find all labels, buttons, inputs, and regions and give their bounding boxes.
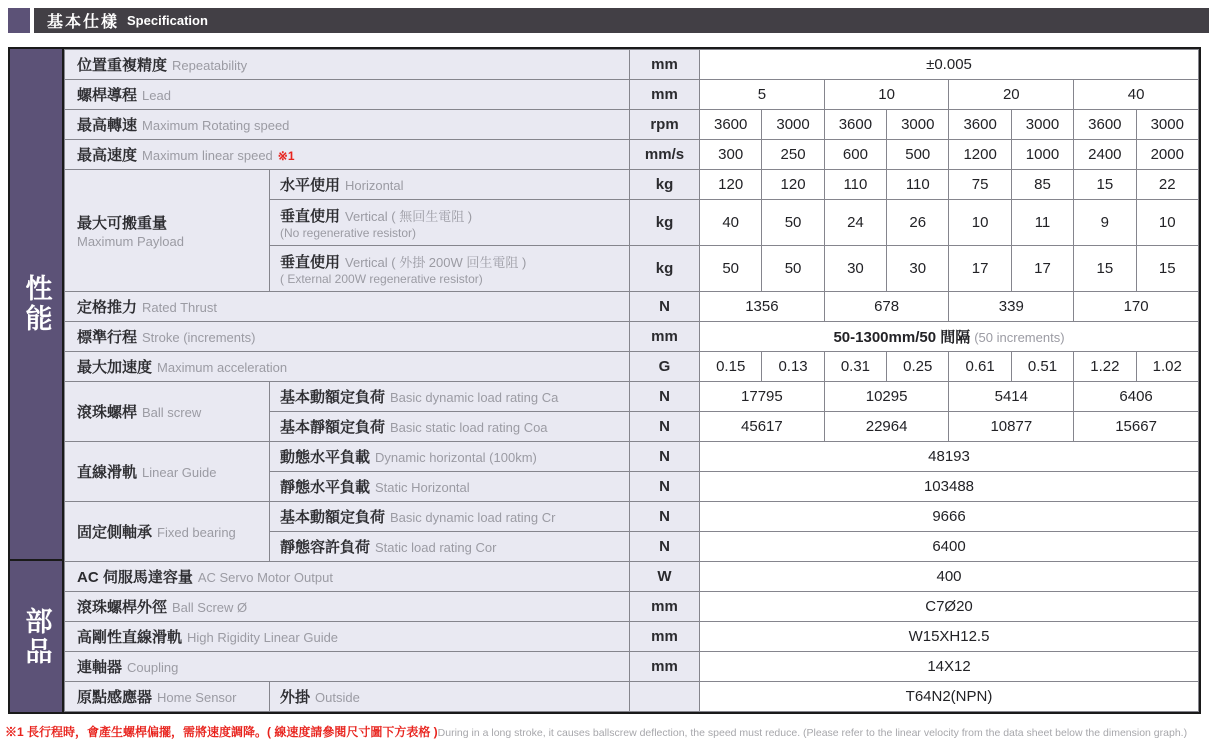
row-rigid-guide bbox=[65, 622, 1199, 652]
label-cell bbox=[65, 352, 630, 382]
value-cell: ±0.005 bbox=[700, 50, 1199, 80]
label-cell bbox=[65, 592, 630, 622]
label-zh: 定格推力 bbox=[77, 299, 138, 316]
value-cell: 10295 bbox=[824, 382, 949, 412]
label-en: Coupling bbox=[127, 660, 179, 675]
value-cell: 20 bbox=[949, 80, 1074, 110]
row-max-linear-speed bbox=[65, 140, 1199, 170]
group-label-en: Maximum Payload bbox=[77, 234, 184, 249]
value-cell: 3600 bbox=[700, 110, 762, 140]
unit-cell: mm bbox=[630, 50, 700, 80]
row-stroke bbox=[65, 322, 1199, 352]
footnote-zh: ※1 長行程時，會產生螺桿偏擺，需將速度調降。( 線速度請參閱尺寸圖下方表格 ) bbox=[5, 725, 438, 739]
value-cell: 3600 bbox=[824, 110, 886, 140]
value-cell: 600 bbox=[824, 140, 886, 170]
value-cell: 24 bbox=[824, 200, 886, 246]
value-cell: 2000 bbox=[1136, 140, 1198, 170]
group-label-zh: 直線滑軌 bbox=[77, 464, 138, 481]
value-cell: 17795 bbox=[700, 382, 825, 412]
unit-cell: mm bbox=[630, 322, 700, 352]
value-cell: W15XH12.5 bbox=[700, 622, 1199, 652]
label-cell bbox=[65, 682, 270, 712]
group-label-en: Fixed bearing bbox=[157, 525, 236, 540]
label-en: Rated Thrust bbox=[142, 300, 217, 315]
label-zh: AC 伺服馬達容量 bbox=[77, 569, 193, 586]
label-cell bbox=[65, 292, 630, 322]
label-cell bbox=[65, 622, 630, 652]
value-cell: 10 bbox=[1136, 200, 1198, 246]
value-cell: 300 bbox=[700, 140, 762, 170]
unit-cell: G bbox=[630, 352, 700, 382]
value-cell: 22964 bbox=[824, 412, 949, 442]
value-cell: 3000 bbox=[1011, 110, 1073, 140]
row-ball-screw-diameter bbox=[65, 592, 1199, 622]
label-en: Ball Screw Ø bbox=[172, 600, 248, 615]
unit-cell: N bbox=[630, 472, 700, 502]
unit-cell: kg bbox=[630, 170, 700, 200]
group-label-zh: 固定側軸承 bbox=[77, 524, 153, 541]
group-label-zh: 滾珠螺桿 bbox=[77, 404, 138, 421]
label-cell bbox=[65, 322, 630, 352]
sub-label-zh: 垂直使用 bbox=[280, 254, 341, 272]
sub-label-en: Basic dynamic load rating Ca bbox=[390, 390, 559, 405]
group-label-zh: 最大可搬重量 bbox=[77, 215, 168, 232]
row-home-sensor bbox=[65, 682, 1199, 712]
row-servo-output bbox=[65, 562, 1199, 592]
unit-cell: rpm bbox=[630, 110, 700, 140]
value-cell: 6400 bbox=[700, 532, 1199, 562]
value-cell: 30 bbox=[824, 246, 886, 292]
sub-label-zh: 基本靜額定負荷 bbox=[280, 419, 386, 436]
value-cell: 5 bbox=[700, 80, 825, 110]
label-en: AC Servo Motor Output bbox=[197, 570, 333, 585]
unit-cell: N bbox=[630, 292, 700, 322]
accent-square bbox=[8, 8, 30, 33]
sub-label-en: Outside bbox=[315, 690, 360, 705]
group-label-cell-fixed-bearing bbox=[65, 502, 270, 562]
sub-label-cell bbox=[270, 382, 630, 412]
value-cell: 17 bbox=[949, 246, 1011, 292]
value-cell: 50 bbox=[762, 200, 824, 246]
category-parts bbox=[10, 561, 62, 712]
row-ball-screw-dynamic bbox=[65, 382, 1199, 412]
value-cell: 22 bbox=[1136, 170, 1198, 200]
group-label-cell-max-payload bbox=[65, 170, 270, 292]
value-cell: 120 bbox=[762, 170, 824, 200]
stroke-value-zh: 50-1300mm/50 間隔 bbox=[833, 329, 971, 346]
sub-label-cell bbox=[270, 246, 630, 292]
label-cell bbox=[65, 50, 630, 80]
unit-cell: mm bbox=[630, 622, 700, 652]
unit-cell: mm/s bbox=[630, 140, 700, 170]
value-cell: 0.61 bbox=[949, 352, 1011, 382]
sub-label-zh: 基本動額定負荷 bbox=[280, 389, 386, 406]
label-en: Lead bbox=[142, 88, 171, 103]
value-cell: 1.22 bbox=[1074, 352, 1136, 382]
value-cell: 1200 bbox=[949, 140, 1011, 170]
value-cell: 5414 bbox=[949, 382, 1074, 412]
sub-label-cell bbox=[270, 472, 630, 502]
sub-label-zh: 垂直使用 bbox=[280, 208, 341, 226]
group-label-cell-ball-screw bbox=[65, 382, 270, 442]
unit-cell: N bbox=[630, 442, 700, 472]
value-cell: 40 bbox=[1074, 80, 1199, 110]
value-cell: 14X12 bbox=[700, 652, 1199, 682]
value-cell: 3000 bbox=[887, 110, 949, 140]
label-zh: 最高速度 bbox=[77, 147, 138, 164]
unit-cell: mm bbox=[630, 652, 700, 682]
label-zh: 最高轉速 bbox=[77, 117, 138, 134]
value-cell: 15 bbox=[1074, 170, 1136, 200]
value-cell: 0.15 bbox=[700, 352, 762, 382]
category-parts-label: 部品 bbox=[21, 606, 52, 667]
sub-label-en: Static load rating Cor bbox=[375, 540, 497, 555]
unit-cell: mm bbox=[630, 80, 700, 110]
row-max-acceleration bbox=[65, 352, 1199, 382]
value-cell: 678 bbox=[824, 292, 949, 322]
row-payload-horizontal bbox=[65, 170, 1199, 200]
sub-label-en-line2: ( External 200W regenerative resistor) bbox=[280, 272, 483, 287]
value-cell: 10877 bbox=[949, 412, 1074, 442]
sub-label-en-line2: (No regenerative resistor) bbox=[280, 226, 417, 241]
sub-label-zh: 靜態水平負載 bbox=[280, 479, 371, 496]
value-cell: 50 bbox=[762, 246, 824, 292]
value-cell: 110 bbox=[824, 170, 886, 200]
value-cell: 3000 bbox=[1136, 110, 1198, 140]
value-cell: 400 bbox=[700, 562, 1199, 592]
value-cell: 1.02 bbox=[1136, 352, 1198, 382]
specification-table-wrapper bbox=[8, 47, 1201, 714]
label-en: Maximum Rotating speed bbox=[142, 118, 290, 133]
sub-label-cell bbox=[270, 682, 630, 712]
row-rated-thrust bbox=[65, 292, 1199, 322]
value-cell: 15667 bbox=[1074, 412, 1199, 442]
label-zh: 位置重複精度 bbox=[77, 57, 168, 74]
sub-label-en: Basic dynamic load rating Cr bbox=[390, 510, 556, 525]
value-cell: 0.13 bbox=[762, 352, 824, 382]
value-cell: 6406 bbox=[1074, 382, 1199, 412]
value-cell: 75 bbox=[949, 170, 1011, 200]
label-en: Stroke (increments) bbox=[142, 330, 256, 345]
row-coupling bbox=[65, 652, 1199, 682]
sub-label-cell bbox=[270, 412, 630, 442]
value-cell bbox=[700, 322, 1199, 352]
label-cell bbox=[65, 110, 630, 140]
value-cell: 170 bbox=[1074, 292, 1199, 322]
value-cell: 0.51 bbox=[1011, 352, 1073, 382]
value-cell: 110 bbox=[887, 170, 949, 200]
sub-label-zh: 靜態容許負荷 bbox=[280, 539, 371, 556]
value-cell: 339 bbox=[949, 292, 1074, 322]
value-cell: 26 bbox=[887, 200, 949, 246]
sub-label-cell bbox=[270, 502, 630, 532]
label-cell bbox=[65, 80, 630, 110]
unit-cell: N bbox=[630, 412, 700, 442]
sub-label-cell bbox=[270, 170, 630, 200]
value-cell: 0.31 bbox=[824, 352, 886, 382]
unit-cell: N bbox=[630, 382, 700, 412]
value-cell: C7Ø20 bbox=[700, 592, 1199, 622]
row-lead bbox=[65, 80, 1199, 110]
value-cell: 48193 bbox=[700, 442, 1199, 472]
value-cell: T64N2(NPN) bbox=[700, 682, 1199, 712]
value-cell: 1356 bbox=[700, 292, 825, 322]
label-cell bbox=[65, 652, 630, 682]
sub-label-en: Vertical ( 外掛 200W 回生電阻 ) bbox=[345, 255, 527, 271]
sub-label-en: Static Horizontal bbox=[375, 480, 470, 495]
row-max-rotating-speed bbox=[65, 110, 1199, 140]
unit-cell: mm bbox=[630, 592, 700, 622]
value-cell: 500 bbox=[887, 140, 949, 170]
value-cell: 0.25 bbox=[887, 352, 949, 382]
row-fixed-bearing-dynamic bbox=[65, 502, 1199, 532]
label-en: Repeatability bbox=[172, 58, 248, 73]
label-en: Maximum acceleration bbox=[157, 360, 288, 375]
label-cell bbox=[65, 140, 630, 170]
sub-label-cell bbox=[270, 200, 630, 246]
specification-table bbox=[64, 49, 1199, 712]
sub-label-zh: 外掛 bbox=[280, 689, 311, 706]
label-zh: 螺桿導程 bbox=[77, 87, 138, 104]
label-zh: 連軸器 bbox=[77, 659, 123, 676]
label-zh: 滾珠螺桿外徑 bbox=[77, 599, 168, 616]
sub-label-zh: 水平使用 bbox=[280, 177, 341, 194]
value-cell: 45617 bbox=[700, 412, 825, 442]
group-label-en: Ball screw bbox=[142, 405, 202, 420]
label-en: Maximum linear speed bbox=[142, 148, 273, 163]
value-cell: 2400 bbox=[1074, 140, 1136, 170]
value-cell: 3000 bbox=[762, 110, 824, 140]
category-performance-label: 性能 bbox=[21, 274, 52, 334]
footnote-ref-1: ※1 bbox=[277, 149, 295, 163]
section-header bbox=[8, 8, 1209, 33]
label-en: Home Sensor bbox=[157, 690, 237, 705]
footnote bbox=[5, 723, 1209, 741]
value-cell: 120 bbox=[700, 170, 762, 200]
label-zh: 高剛性直線滑軌 bbox=[77, 629, 183, 646]
sub-label-en: Dynamic horizontal (100km) bbox=[375, 450, 537, 465]
row-repeatability bbox=[65, 50, 1199, 80]
sub-label-cell bbox=[270, 442, 630, 472]
unit-cell: N bbox=[630, 532, 700, 562]
unit-cell: kg bbox=[630, 200, 700, 246]
value-cell: 3600 bbox=[949, 110, 1011, 140]
sub-label-zh: 基本動額定負荷 bbox=[280, 509, 386, 526]
sub-label-zh: 動態水平負載 bbox=[280, 449, 371, 466]
section-header-bar bbox=[34, 8, 1209, 33]
group-label-en: Linear Guide bbox=[142, 465, 217, 480]
stroke-value-en: (50 increments) bbox=[974, 330, 1065, 345]
page-title-zh: 基本仕樣 bbox=[47, 14, 120, 31]
row-linear-guide-dynamic bbox=[65, 442, 1199, 472]
unit-cell: kg bbox=[630, 246, 700, 292]
value-cell: 40 bbox=[700, 200, 762, 246]
value-cell: 30 bbox=[887, 246, 949, 292]
value-cell: 85 bbox=[1011, 170, 1073, 200]
value-cell: 1000 bbox=[1011, 140, 1073, 170]
sub-label-en: Basic static load rating Coa bbox=[390, 420, 548, 435]
value-cell: 103488 bbox=[700, 472, 1199, 502]
value-cell: 17 bbox=[1011, 246, 1073, 292]
value-cell: 50 bbox=[700, 246, 762, 292]
value-cell: 10 bbox=[949, 200, 1011, 246]
value-cell: 9 bbox=[1074, 200, 1136, 246]
unit-cell-empty bbox=[630, 682, 700, 712]
label-zh: 原點感應器 bbox=[77, 689, 153, 706]
sub-label-en: Vertical ( 無回生電阻 ) bbox=[345, 209, 473, 225]
value-cell: 3600 bbox=[1074, 110, 1136, 140]
group-label-cell-linear-guide bbox=[65, 442, 270, 502]
value-cell: 11 bbox=[1011, 200, 1073, 246]
value-cell: 250 bbox=[762, 140, 824, 170]
label-zh: 最大加速度 bbox=[77, 359, 153, 376]
sub-label-en: Horizontal bbox=[345, 178, 404, 193]
unit-cell: N bbox=[630, 502, 700, 532]
value-cell: 10 bbox=[824, 80, 949, 110]
label-cell bbox=[65, 562, 630, 592]
sub-label-cell bbox=[270, 532, 630, 562]
value-cell: 9666 bbox=[700, 502, 1199, 532]
category-sidebar bbox=[10, 49, 64, 712]
unit-cell: W bbox=[630, 562, 700, 592]
value-cell: 15 bbox=[1074, 246, 1136, 292]
value-cell: 15 bbox=[1136, 246, 1198, 292]
footnote-en: During in a long stroke, it causes ballscrew deflection, the speed must reduce. (Please refer to the linear velocity from the data sheet below the dimension graph.) bbox=[437, 727, 1188, 739]
label-zh: 標準行程 bbox=[77, 329, 138, 346]
label-en: High Rigidity Linear Guide bbox=[187, 630, 339, 645]
page-title-en: Specification bbox=[127, 13, 208, 28]
category-performance bbox=[10, 49, 62, 561]
